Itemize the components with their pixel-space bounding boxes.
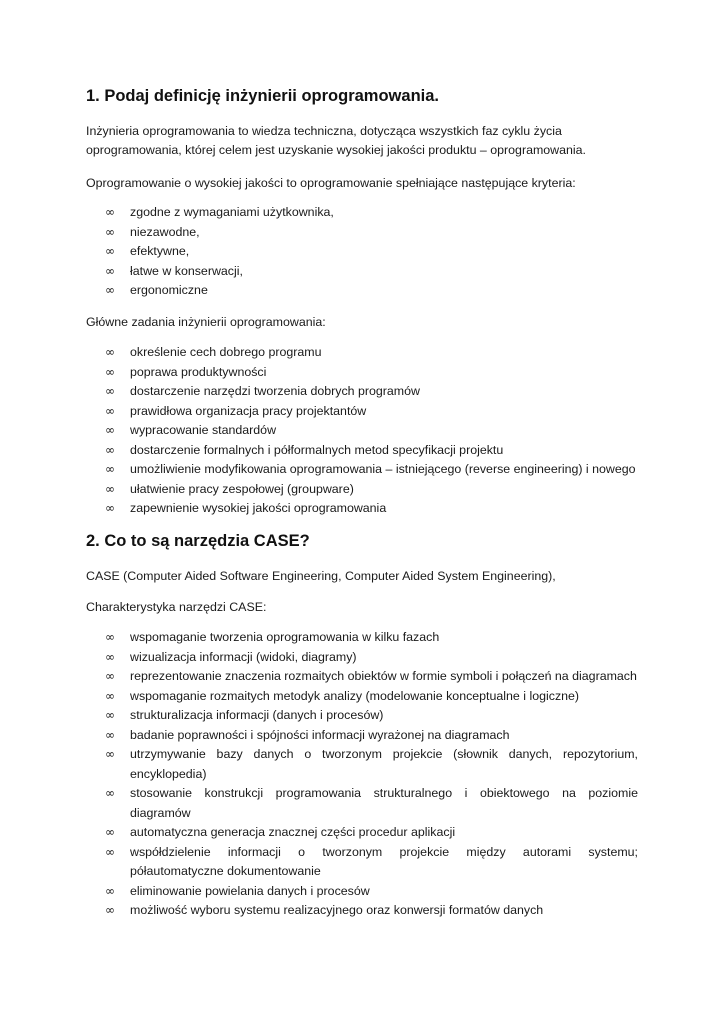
quality-criteria-list	[86, 203, 638, 301]
infinity-bullet-icon: ∞	[105, 669, 115, 683]
list-item: ∞ określenie cech dobrego programu	[86, 343, 638, 363]
list-item: ∞ umożliwienie modyfikowania oprogramowania – istniejącego (reverse engineering) i nowego	[86, 460, 638, 480]
list-item: ∞ możliwość wyboru systemu realizacyjnego oraz konwersji formatów danych	[86, 901, 638, 921]
list-item: ∞ łatwe w konserwacji,	[86, 262, 638, 282]
list-item: ∞ dostarczenie narzędzi tworzenia dobrych programów	[86, 382, 638, 402]
definition-paragraph: Inżynieria oprogramowania to wiedza techniczna, dotycząca wszystkich faz cyklu życia oprogramowania, której celem jest uzyskanie wysokiej jakości produktu – oprogramowania.	[86, 124, 586, 157]
list-item: ∞ eliminowanie powielania danych i procesów	[86, 882, 638, 902]
list-item: ∞ prawidłowa organizacja pracy projektantów	[86, 402, 638, 422]
infinity-bullet-icon: ∞	[105, 224, 115, 239]
infinity-bullet-icon: ∞	[105, 903, 115, 917]
case-definition: CASE (Computer Aided Software Engineering, Computer Aided System Engineering),	[86, 569, 556, 583]
infinity-bullet-icon: ∞	[105, 844, 115, 859]
list-item: ∞ efektywne,	[86, 242, 638, 262]
infinity-bullet-icon: ∞	[105, 442, 115, 457]
infinity-bullet-icon: ∞	[105, 263, 115, 278]
list-item: ∞ wizualizacja informacji (widoki, diagramy)	[86, 648, 638, 668]
list-item: ∞ wspomaganie tworzenia oprogramowania w kilku fazach	[86, 628, 638, 648]
infinity-bullet-icon: ∞	[105, 244, 115, 258]
list-item: ∞ ergonomiczne	[86, 281, 638, 301]
infinity-bullet-icon: ∞	[105, 462, 115, 476]
list-item: ∞ wypracowanie standardów	[86, 421, 638, 441]
case-features-list	[86, 628, 638, 921]
list-item: ∞ współdzielenie informacji o tworzonym projekcie między autorami systemu; półautomatyczne dokumentowanie	[105, 844, 638, 878]
infinity-bullet-icon: ∞	[105, 481, 115, 496]
infinity-bullet-icon: ∞	[105, 708, 115, 722]
list-item: ∞ wspomaganie rozmaitych metodyk analizy (modelowanie konceptualne i logiczne)	[86, 687, 638, 707]
infinity-bullet-icon: ∞	[105, 364, 115, 379]
list-item: ∞ niezawodne,	[86, 223, 638, 243]
features-intro: Charakterystyka narzędzi CASE:	[86, 600, 267, 614]
infinity-bullet-icon: ∞	[105, 747, 115, 761]
infinity-bullet-icon: ∞	[105, 883, 115, 898]
infinity-bullet-icon: ∞	[105, 345, 115, 359]
infinity-bullet-icon: ∞	[105, 205, 115, 219]
infinity-bullet-icon: ∞	[105, 384, 115, 398]
infinity-bullet-icon: ∞	[105, 825, 115, 839]
tasks-intro: Główne zadania inżynierii oprogramowania:	[86, 315, 326, 329]
list-item: ∞ reprezentowanie znaczenia rozmaitych obiektów w formie symboli i połączeń na diagramach	[86, 667, 638, 687]
infinity-bullet-icon: ∞	[105, 403, 115, 418]
infinity-bullet-icon: ∞	[105, 283, 115, 297]
infinity-bullet-icon: ∞	[105, 649, 115, 664]
list-item: ∞ zgodne z wymaganiami użytkownika,	[86, 203, 638, 223]
infinity-bullet-icon: ∞	[105, 423, 115, 437]
list-item: ∞ poprawa produktywności	[86, 363, 638, 383]
list-item: ∞ utrzymywanie bazy danych o tworzonym projekcie (słownik danych, repozytorium, encyklopedia)	[105, 747, 638, 781]
list-item: ∞ badanie poprawności i spójności informacji wyrażonej na diagramach	[86, 726, 638, 746]
infinity-bullet-icon: ∞	[105, 630, 115, 644]
list-item: ∞ stosowanie konstrukcji programowania strukturalnego i obiektowego na poziomie diagramów	[105, 786, 638, 820]
quality-intro: Oprogramowanie o wysokiej jakości to oprogramowanie spełniające następujące kryteria:	[86, 176, 576, 190]
infinity-bullet-icon: ∞	[105, 501, 115, 515]
infinity-bullet-icon: ∞	[105, 688, 115, 703]
infinity-bullet-icon: ∞	[105, 786, 115, 800]
list-item: ∞ ułatwienie pracy zespołowej (groupware)	[86, 480, 638, 500]
section-2-heading: 2. Co to są narzędzia CASE?	[86, 532, 310, 550]
section-1-heading: 1. Podaj definicję inżynierii oprogramowania.	[86, 87, 439, 105]
tasks-list	[86, 343, 638, 519]
list-item: ∞ dostarczenie formalnych i półformalnych metod specyfikacji projektu	[86, 441, 638, 461]
list-item: ∞ zapewnienie wysokiej jakości oprogramowania	[86, 499, 638, 519]
list-item: ∞ strukturalizacja informacji (danych i procesów)	[86, 706, 638, 726]
infinity-bullet-icon: ∞	[105, 727, 115, 742]
list-item: ∞ automatyczna generacja znacznej części procedur aplikacji	[86, 823, 638, 843]
